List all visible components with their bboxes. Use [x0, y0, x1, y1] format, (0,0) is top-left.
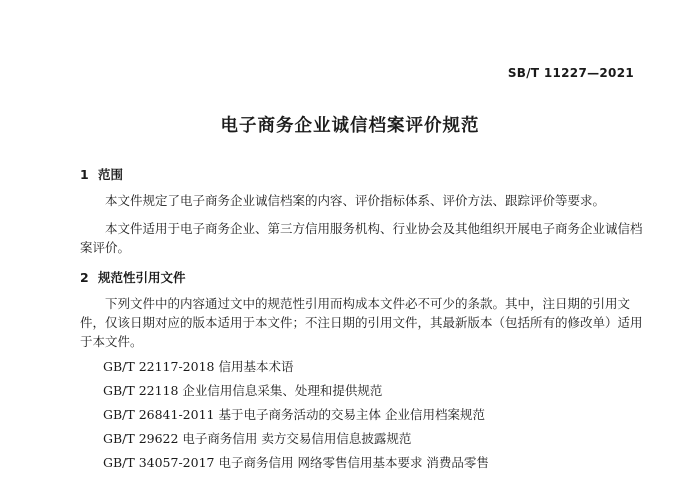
- section-number: 1: [80, 167, 89, 182]
- references-intro-paragraph: 下列文件中的内容通过文中的规范性引用而构成本文件必不可少的条款。其中，注日期的引用文件，仅该日期对应的版本适用于本文件；不注日期的引用文件，其最新版本（包括所有的修改单）适用于本文件。: [80, 296, 643, 349]
- reference-item: GB/T 34057-2017 电子商务信用 网络零售信用基本要求 消费品零售: [103, 455, 489, 470]
- section-heading-normative-references: [80, 268, 186, 286]
- section-heading-scope: [80, 165, 123, 183]
- reference-item: GB/T 22118 企业信用信息采集、处理和提供规范: [103, 383, 383, 398]
- scope-paragraph-1: 本文件规定了电子商务企业诚信档案的内容、评价指标体系、评价方法、跟踪评价等要求。: [105, 193, 606, 208]
- reference-item: GB/T 26841-2011 基于电子商务活动的交易主体 企业信用档案规范: [103, 407, 485, 422]
- section-number: 2: [80, 270, 89, 285]
- standard-code: SB/T 11227—2021: [507, 66, 634, 80]
- document-title: 电子商务企业诚信档案评价规范: [220, 116, 480, 136]
- reference-item: GB/T 29622 电子商务信用 卖方交易信用信息披露规范: [103, 431, 412, 446]
- section-title: 范围: [98, 167, 124, 182]
- scope-paragraph-2: 本文件适用于电子商务企业、第三方信用服务机构、行业协会及其他组织开展电子商务企业诚信档案评价。: [80, 221, 643, 255]
- section-title: 规范性引用文件: [98, 270, 186, 285]
- reference-item: GB/T 22117-2018 信用基本术语: [103, 359, 294, 374]
